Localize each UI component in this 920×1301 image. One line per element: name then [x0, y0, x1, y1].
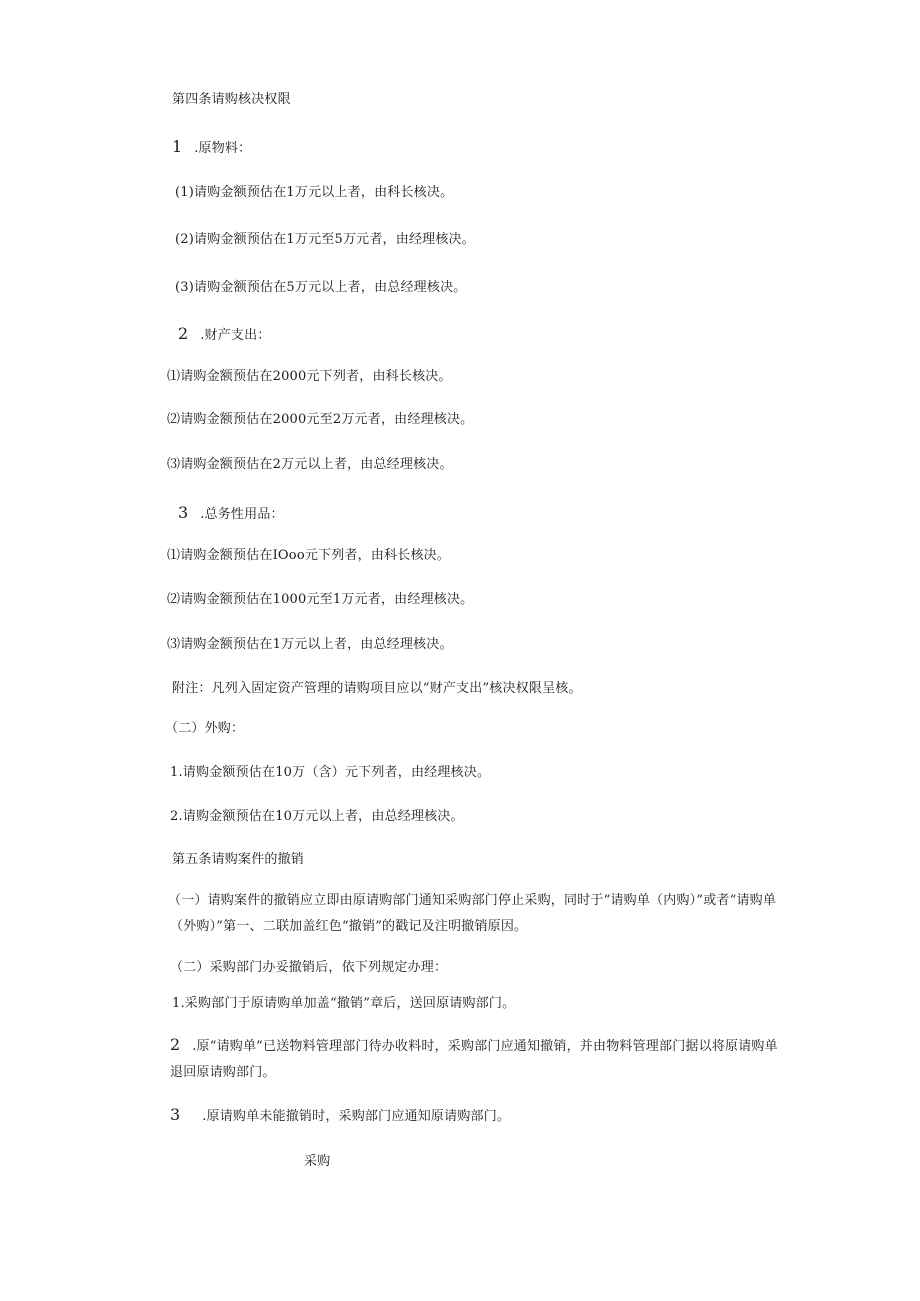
article-4-title: 第四条请购核决权限 [172, 92, 291, 107]
section-3-label: .总务性用品： [200, 507, 284, 522]
section-2-number: 2 [178, 324, 189, 343]
section-2-item-2: ⑵请购金额预估在2000元至2万元者，由经理核决。 [167, 412, 474, 427]
section-3-item-3: ⑶请购金额预估在1万元以上者，由总经理核决。 [167, 637, 453, 652]
article-5-item-3-text: .原请购单未能撤销时，采购部门应通知原请购部门。 [202, 1109, 511, 1124]
article-5-item-2-number: 2 [170, 1035, 181, 1054]
section-2-item-1: ⑴请购金额预估在2000元下列者，由科长核决。 [167, 369, 452, 384]
article-5-item-3-number: 3 [170, 1105, 181, 1124]
section-3-heading [178, 503, 284, 525]
section-2-item-3: ⑶请购金额预估在2万元以上者，由总经理核决。 [167, 457, 453, 472]
article-5-item-1: 1.采购部门于原请购单加盖“撤销”章后，送回原请购部门。 [172, 996, 516, 1011]
external-heading: （二）外购： [165, 721, 245, 736]
article-5-paragraph-2: （二）采购部门办妥撤销后，依下列规定办理： [170, 960, 448, 975]
section-1-item-1: (1)请购金额预估在1万元以上者，由科长核决。 [175, 185, 454, 200]
section-2-heading [178, 324, 271, 346]
article-5-paragraph-1: （一）请购案件的撤销应立即由原请购部门通知采购部门停止采购，同时于“请购单（内购）”或者“请购单（外购）”第一、二联加盖红色“撤销”的戳记及注明撤销原因。 [168, 893, 777, 934]
section-1-number: 1 [172, 137, 183, 156]
section-3-item-1: ⑴请购金额预估在IOoo元下列者，由科长核决。 [167, 548, 451, 563]
note-text: 附注：凡列入固定资产管理的请购项目应以“财产支出”核决权限呈核。 [172, 681, 582, 696]
article-5-item-3 [170, 1105, 510, 1127]
section-3-number: 3 [178, 503, 189, 522]
article-5-title: 第五条请购案件的撤销 [172, 852, 305, 867]
external-item-1: 1.请购金额预估在10万（含）元下列者，由经理核决。 [170, 765, 491, 780]
section-1-item-3: (3)请购金额预估在5万元以上者，由总经理核决。 [175, 280, 467, 295]
footer-word: 采购 [304, 1154, 331, 1169]
section-1-label: .原物料： [194, 141, 252, 156]
section-2-label: .财产支出： [200, 328, 271, 343]
section-1-item-2: (2)请购金额预估在1万元至5万元者，由经理核决。 [175, 232, 475, 247]
article-5-item-2-text: .原“请购单”已送物料管理部门待办收料时，采购部门应通知撤销，并由物料管理部门据以将原请购单退回原请购部门。 [170, 1039, 778, 1080]
section-1-heading [172, 137, 251, 159]
article-5-item-2 [170, 1032, 790, 1086]
external-item-2: 2.请购金额预估在10万元以上者，由总经理核决。 [170, 809, 464, 824]
section-3-item-2: ⑵请购金额预估在1000元至1万元者，由经理核决。 [167, 592, 474, 607]
